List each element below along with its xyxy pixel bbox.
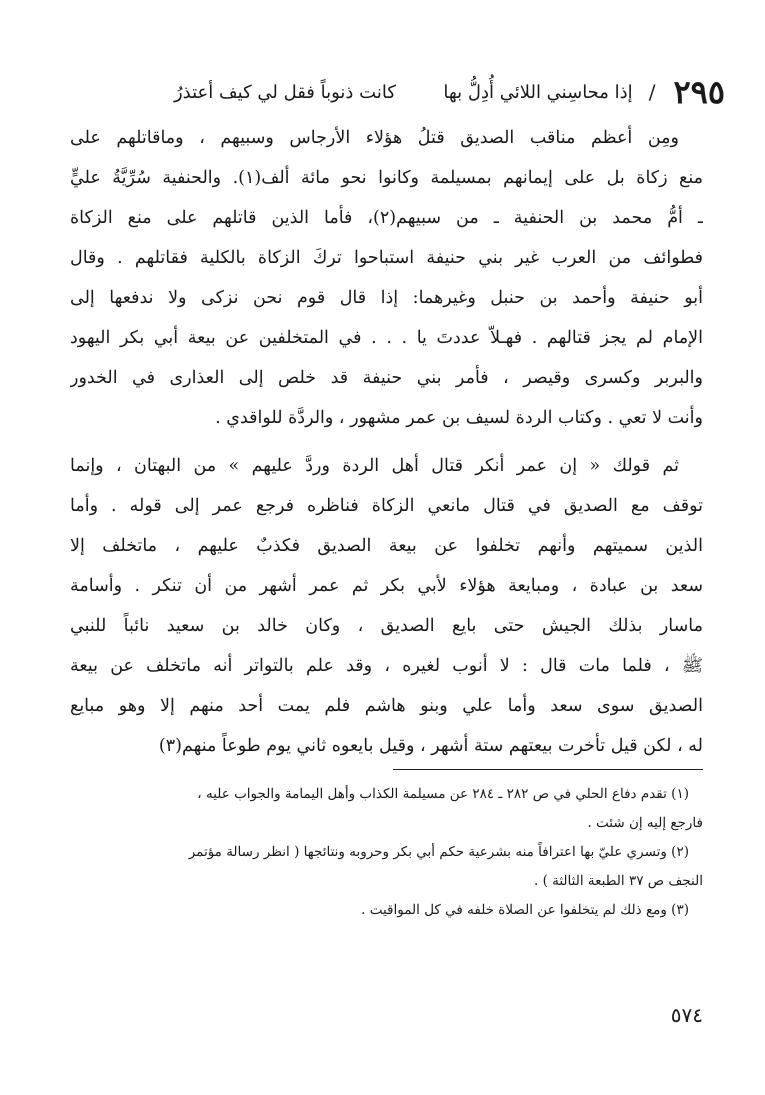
text-line: والبربر وكسرى وقيصر ، فأمر بني حنيفة قد خلص إلى العذارى في الخدور xyxy=(70,368,703,388)
footnote-divider xyxy=(393,769,703,770)
footnote-line: فارجع إليه إن شئت . xyxy=(587,815,703,831)
text-line: ماسار بذلك الجيش حتى بايع الصديق ، وكان خالد بن سعيد نائباً للنبي xyxy=(70,616,703,636)
header-page-number: ٢٩٥ xyxy=(673,73,725,111)
page-header xyxy=(70,72,725,112)
text-line: ومِن أعظم مناقب الصديق قتلُ هؤلاء الأرجاس وسبيهم ، وماقاتلهم على xyxy=(70,128,679,148)
text-line: له ، لكن قيل تأخرت بيعتهم ستة أشهر ، وقيل بايعوه ثاني يوم طوعاً منهم(٣) xyxy=(158,736,703,756)
footer-page-number: ٥٧٤ xyxy=(670,1003,703,1027)
text-line: ﷺ ، فلما مات قال : لا أنوب لغيره ، وقد علم بالتواتر أنه ماتخلف عن بيعة xyxy=(70,656,703,676)
main-text xyxy=(70,118,703,766)
footnote-line: النجف ص ٣٧ الطبعة الثالثة ) . xyxy=(533,873,703,889)
footnote-line: (٢) وتسري عليّ بها اعترافاً منه بشرعية حكم أبي بكر وحروبه ونتائجها ( انظر رسالة مؤتمر xyxy=(188,844,689,860)
footnote-line: (١) تقدم دفاع الحلي في ص ٢٨٢ ـ ٢٨٤ عن مسيلمة الكذاب وأهل اليمامة والجواب عليه ، xyxy=(197,786,689,802)
text-line: ثم قولك « إن عمر أنكر قتال أهل الردة وردَّ عليهم » من البهتان ، وإنما xyxy=(70,456,679,476)
header-separator: / xyxy=(648,80,656,104)
footnotes xyxy=(70,780,703,925)
text-line: الذين سميتهم وأنهم تخلفوا عن بيعة الصديق فكذبٌ عليهم ، ماتخلف إلا xyxy=(70,536,703,556)
text-line: سعد بن عبادة ، ومبايعة هؤلاء لأبي بكر ثم عمر أشهر من أن تنكر . وأسامة xyxy=(70,576,703,596)
text-line: الإمام لم يجز قتالهم . فهـلاّ عددتَ يا . . . في المتخلفين عن بيعة أبي بكر اليهود xyxy=(70,328,703,348)
verse-first-half: إذا محاسِني اللائي أُدِلُّ بها xyxy=(443,81,633,103)
text-line: منع زكاة بل على إيمانهم بمسيلمة وكانوا نحو مائة ألف(١). والحنفية سُرِّيَّةُ عليٍّ xyxy=(70,168,703,188)
text-line: فطوائف من العرب غير بني حنيفة استباحوا تركَ الزكاة بالكلية فقاتلهم . وقال xyxy=(70,248,703,268)
text-line: توقف مع الصديق في قتال مانعي الزكاة فناظره فرجع عمر إلى قوله . وأما xyxy=(70,496,703,516)
text-line: وأنت لا تعي . وكتاب الردة لسيف بن عمر مشهور ، والردَّة للواقدي . xyxy=(215,408,703,428)
header-verse xyxy=(174,82,633,103)
text-line: ـ أمُّ محمد بن الحنفية ـ من سبيهم(٢)، فأما الذين قاتلهم على منع الزكاة xyxy=(70,208,703,228)
text-line: أبو حنيفة وأحمد بن حنبل وغيرهما: إذا قال قوم نحن نزكى ولا ندفعها إلى xyxy=(70,288,703,308)
text-line: الصديق سوى سعد وأما علي وبنو هاشم فلم يمت أحد منهم إلا وهو مبايع xyxy=(70,696,703,716)
verse-second-half: كانت ذنوباً فقل لي كيف أعتذرُ xyxy=(173,81,396,103)
footnote-line: (٣) ومع ذلك لم يتخلفوا عن الصلاة خلفه في كل المواقيت . xyxy=(361,902,689,918)
